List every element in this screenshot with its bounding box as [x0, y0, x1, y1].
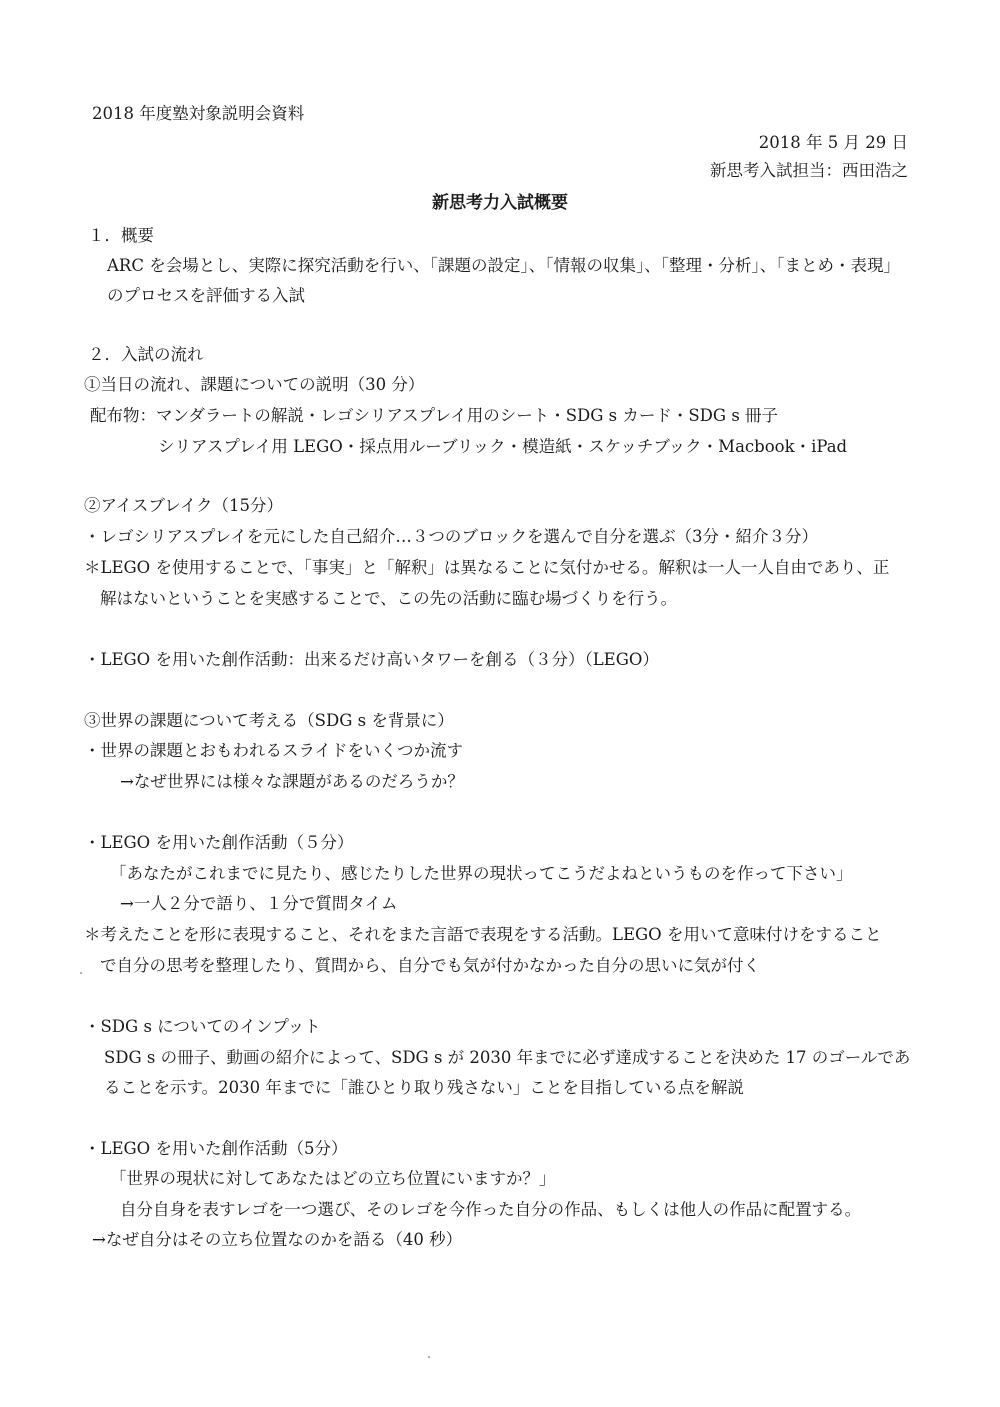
doc-author: 新思考入試担当：西田浩之 — [710, 161, 908, 180]
part3-arrow-1: →なぜ世界には様々な課題があるのだろうか？ — [120, 772, 464, 791]
sdgs-line-1: SDG s の冊子、動画の紹介によって、SDG s が 2030 年までに必ず達成することを決めた 17 のゴールであ — [104, 1048, 911, 1067]
part1-heading: ①当日の流れ、課題についての説明（30 分） — [84, 375, 425, 394]
section1-line-1: ARC を会場とし、実際に探究活動を行い、「課題の設定」、「情報の収集」、「整理・分析」、「まとめ・表現」 — [107, 256, 900, 275]
scan-speck — [80, 972, 82, 974]
materials-line-1: 配布物：マンダラートの解説・レゴシリアスプレイ用のシート・SDG s カード・SDG s 冊子 — [90, 406, 779, 425]
part3-bullet-1: ・世界の課題とおもわれるスライドをいくつか流す — [84, 741, 464, 760]
part3-body-2: 自分自身を表すレゴを一つ選び、そのレゴを今作った自分の作品、もしくは他人の作品に配置する。 — [120, 1200, 862, 1219]
sdgs-line-2: ることを示す。2030 年までに「誰ひとり取り残さない」ことを目指している点を解説 — [104, 1078, 744, 1097]
part3-bullet-4: ・LEGO を用いた創作活動（5分） — [84, 1139, 348, 1158]
part3-arrow-3: →なぜ自分はその立ち位置なのかを語る（40 秒） — [92, 1230, 463, 1249]
part2-note-line-2: 解はないということを実感することで、この先の活動に臨む場づくりを行う。 — [100, 589, 678, 608]
section1-line-2: のプロセスを評価する入試 — [107, 286, 305, 305]
part3-heading: ③世界の課題について考える（SDG s を背景に） — [84, 711, 454, 730]
part3-quote-2: 「世界の現状に対してあなたはどの立ち位置にいますか？」 — [110, 1169, 556, 1188]
part2-heading: ②アイスブレイク（15分） — [84, 496, 284, 515]
part3-arrow-2: →一人２分で語り、１分で質問タイム — [120, 894, 398, 913]
page-title: 新思考力入試概要 — [432, 193, 568, 213]
materials-line-2: シリアスプレイ用 LEGO・採点用ルーブリック・模造紙・スケッチブック・Macbook・iPad — [158, 437, 848, 456]
part2-note-line-1: ＊LEGO を使用することで、「事実」と「解釈」は異なることに気付かせる。解釈は一人一人自由であり、正 — [84, 558, 890, 577]
part3-bullet-3: ・SDG s についてのインプット — [84, 1017, 321, 1036]
part2-bullet-2: ・LEGO を用いた創作活動：出来るだけ高いタワーを創る（３分）（LEGO） — [84, 650, 659, 669]
part2-bullet-1: ・レゴシリアスプレイを元にした自己紹介…３つのブロックを選んで自分を選ぶ（3分・紹介３分） — [84, 527, 819, 546]
part3-bullet-2: ・LEGO を用いた創作活動（５分） — [84, 833, 354, 852]
doc-date: 2018 年 5 月 29 日 — [758, 133, 908, 152]
scan-speck — [428, 1356, 430, 1358]
part3-note-line-2: で自分の思考を整理したり、質問から、自分でも気が付かなかった自分の思いに気が付く — [100, 956, 760, 975]
doc-label: 2018 年度塾対象説明会資料 — [92, 104, 305, 123]
section2-heading: ２．入試の流れ — [88, 345, 204, 364]
part3-note-line-1: ＊考えたことを形に表現すること、それをまた言語で表現をする活動。LEGO を用いて意味付けをすること — [84, 925, 882, 944]
section1-heading: １．概要 — [88, 226, 154, 245]
part3-quote-1: 「あなたがこれまでに見たり、感じたりした世界の現状ってこうだよねというものを作って下さい」 — [110, 864, 853, 883]
